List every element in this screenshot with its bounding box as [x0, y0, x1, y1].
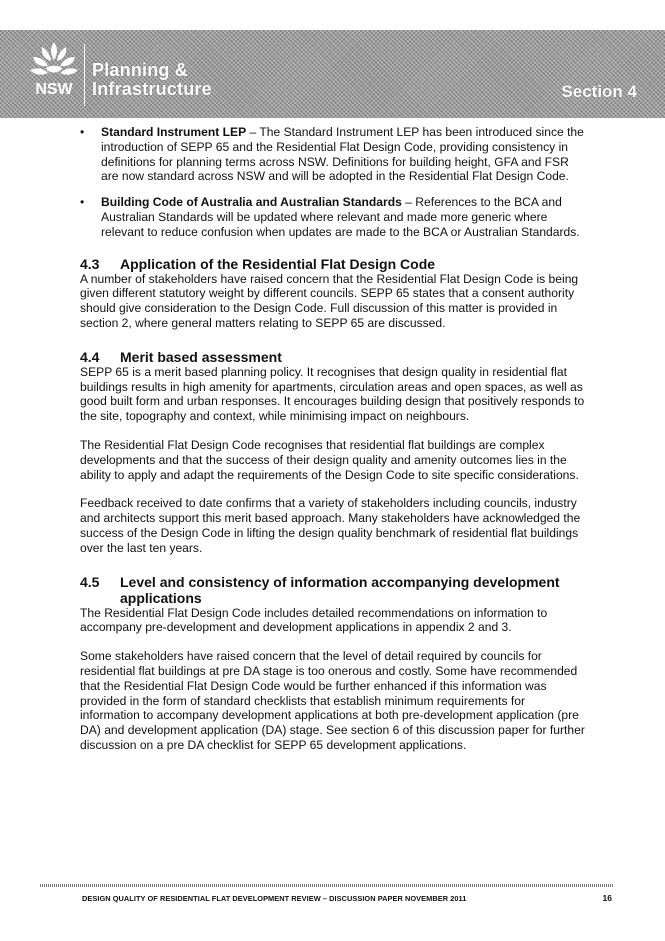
logo-divider: [84, 44, 85, 106]
section-label: Section 4: [561, 82, 637, 101]
bullet-text: – References to the BCA and Australian Standards will be updated where relevant and made more generic where relevant to reduce confusion when updates are made to the BCA or Australian Standards.: [101, 195, 580, 239]
section-heading: [80, 574, 588, 606]
paragraph: SEPP 65 is a merit based planning policy. It recognises that design quality in residential flat buildings results in high amenity for apartments, circulation areas and open spaces, as well as good built form and urban responses. It encourages building design that positively responds to the site, topography and context, while minimising impact on neighbours.: [80, 364, 585, 424]
section-number: 4.3: [80, 255, 100, 272]
bullet-term: Building Code of Australia and Australian Standards: [101, 195, 402, 210]
page-number: 16: [602, 893, 612, 903]
bullet-dot-icon: •: [80, 125, 85, 139]
footer-divider: [40, 884, 614, 887]
section-number: 4.5: [80, 573, 100, 590]
section-number: 4.4: [80, 348, 100, 365]
section-title: Application of the Residential Flat Design Code: [120, 255, 436, 272]
section-4-5: [80, 574, 588, 753]
main-content: [80, 125, 588, 753]
section-title: Merit based assessment: [120, 348, 282, 365]
bullet-item-standard-instrument-lep: [80, 125, 588, 184]
section-heading: [80, 349, 588, 365]
org-name-line1: Planning &: [92, 60, 188, 80]
paragraph: Some stakeholders have raised concern that the level of detail required by councils for residential flat buildings at pre DA stage is too onerous and costly. Some have recommended that the Residential Flat Design Code would be further enhanced if this information was provided in the form of standard checklists that establish minimum requirements for information to accompany development applications at both pre-development application (pre DA) and development application (DA) stage. See section 6 of this discussion paper for further discussion on a pre DA checklist for SEPP 65 development applications.: [80, 649, 585, 752]
bullet-term: Standard Instrument LEP: [101, 125, 247, 139]
bullet-text: – The Standard Instrument LEP has been introduced since the introduction of SEPP 65 and the Residential Flat Design Code, providing consistency in definitions for planning terms across NSW. Definitions for building height, GFA and FSR are now standard across NSW and will be adopted in the Residential Flat Design Code.: [101, 125, 584, 184]
paragraph: The Residential Flat Design Code includes detailed recommendations on information to accompany pre-development and development applications in appendix 2 and 3.: [80, 605, 548, 635]
section-title: Level and consistency of information accompanying development applications: [120, 573, 560, 606]
section-4-4: [80, 349, 588, 556]
paragraph: The Residential Flat Design Code recognises that residential flat buildings are complex developments and that the success of their design quality and amenity outcomes lies in the ability to apply and adapt the requirements of the Design Code to site specific considerations.: [80, 437, 579, 482]
org-name-line2: Infrastructure: [92, 79, 212, 99]
bullet-dot-icon: •: [80, 195, 85, 210]
paragraph: A number of stakeholders have raised concern that the Residential Flat Design Code is being given different statutory weight by different councils. SEPP 65 states that a consent authority should give consideration to the Design Code. Full discussion of this matter is provided in section 2, where general matters relating to SEPP 65 are discussed.: [80, 271, 579, 330]
paragraph: Feedback received to date confirms that a variety of stakeholders including councils, industry and architects support this merit based approach. Many stakeholders have acknowledged the success of the Design Code in lifting the design quality benchmark of residential flat buildings over the last ten years.: [80, 496, 581, 555]
bullet-list: [80, 125, 588, 240]
svg-text:NSW: NSW: [35, 81, 73, 98]
nsw-waratah-logo: [26, 38, 82, 112]
footer-document-title: DESIGN QUALITY OF RESIDENTIAL FLAT DEVELOPMENT REVIEW – DISCUSSION PAPER NOVEMBER 2011: [82, 894, 467, 903]
header-banner: [0, 30, 665, 118]
section-heading: [80, 256, 588, 272]
bullet-item-bca: [80, 195, 588, 239]
section-4-3: [80, 256, 588, 331]
